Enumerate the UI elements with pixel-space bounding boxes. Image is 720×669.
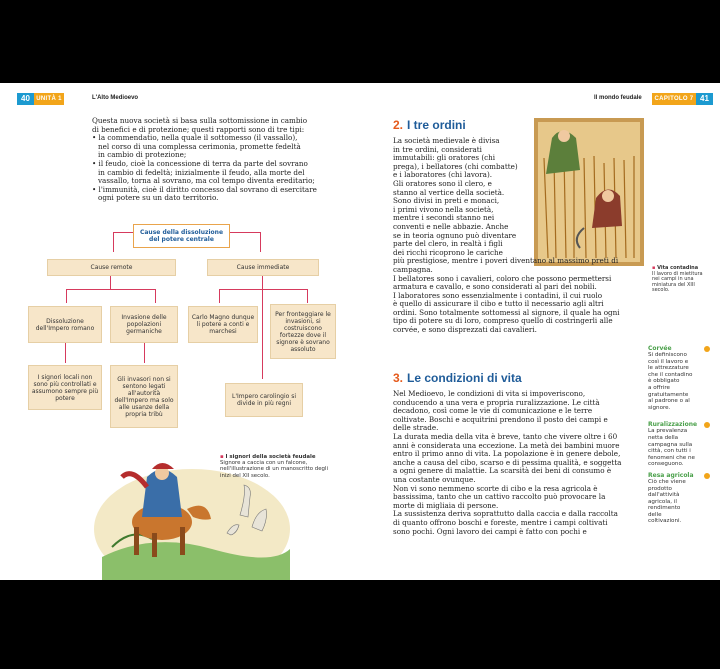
text-line: i primi vivono nella società, [393,204,494,214]
right-chapter-badge: CAPITOLO 7 [652,93,696,105]
left-running-title: L'Alto Medioevo [92,95,139,101]
caption-title: ▪ I signori della società feudale [220,454,316,460]
text-line: e i laboratores (chi lavora). [393,170,493,180]
right-running-title: Il mondo feudale [594,95,642,101]
bullet-line: • l'immunità, cioè il diritto concesso dal sovrano di esercitare [92,184,317,194]
caption-text: Signore a caccia con un falcone, nell'illustrazione di un manoscritto degli inizi del XII secolo. [220,460,328,479]
section-2-text [393,137,643,335]
glossary-term: Ruralizzazione [648,421,698,429]
text-line: Non vi sono nemmeno scorte di cibo e la resa agricola è [393,483,598,493]
diagram-box: Dissoluzione dell'Impero romano [28,306,102,343]
diagram-box: I signori locali non sono più controllati e assumono sempre più potere [28,365,102,410]
text-line: una costante ovunque. [393,474,476,484]
text-line: La società medievale è divisa [393,136,500,145]
text-line: La durata media della vita è breve, tanto che vivere oltre i 60 [393,431,618,441]
bullet-line: nel corso di una complessa cerimonia, promette fedeltà [98,141,301,151]
section-3-heading: 3. Le condizioni di vita [393,371,522,385]
text-line: corvée, e sono disprezzati dai cavalieri. [393,325,537,335]
book-spread [0,83,720,580]
text-line: Sono divisi in preti e monaci, [393,196,500,206]
glossary-term: Resa agricola [648,471,694,479]
text-line: in tre ordini, considerati [393,144,482,154]
text-line: tipo di potere su di loro, compreso quello di costringerli alle [393,316,613,326]
glossary-sidebar [648,345,710,525]
bullet-line: • la commendatio, nella quale il sottomesso (il vassallo), [92,133,298,143]
diagram-box: Carlo Magno dunque li potere a conti e marchesi [188,306,258,343]
left-image-caption [220,454,340,479]
text-line: I laboratores sono essenzialmente i contadini, il cui ruolo [393,290,603,300]
text-line: delle strade. [393,423,439,433]
text-line: sono pochi. Ogni lavoro dei campi è fatto con pochi e [393,526,587,536]
text-line: più prestigiose, mentre i poveri diventano al massimo preti di [393,256,619,266]
diagram-cause-immediate: Cause immediate [207,259,319,276]
bullet-line: ogni potere su un dato territorio. [98,193,219,203]
section-3-text [393,390,643,536]
caption-title: ▪ Vita contadina [652,265,699,271]
diagram-box: Per fronteggiare le invasioni, si costruiscono fortezze dove il signore è sovrano assoluto [270,304,336,359]
page-header [0,93,720,105]
text-line: bassissima, tanto che un cattivo raccolto può provocare la [393,492,606,502]
right-page-number: 41 [696,93,713,105]
text-line: decadono, così come le vie di comunicazione e le terre [393,406,593,416]
bullet-line: • il feudo, cioè la concessione di terra da parte del sovrano [92,158,308,168]
glossary-term: Corvée [648,345,672,352]
diagram-title: Cause della dissoluzione del potere centrale [133,224,230,248]
caption-text: Il lavoro di mietitura nei campi in una miniatura del XIII secolo. [652,270,703,294]
left-unit-badge: UNITÀ 1 [34,93,64,105]
text-line: armatura e cavallo, e sono considerati al pari dei nobili. [393,282,597,292]
left-intro-text [92,117,342,203]
bullet-line: in cambio di fedeltà; inizialmente il feudo, alla morte del [98,167,305,177]
text-line: anni è considerata una eccezione. La metà dei bambini muore [393,440,620,450]
text-line: ordini. Sono totalmente sottomessi al signore, il quale ha ogni [393,307,620,317]
text-line: Nel Medioevo, le condizioni di vita si impoveriscono, [393,389,586,398]
text-line: campagna. [393,264,433,274]
text-line: immutabili: gli oratores (chi [393,153,496,163]
glossary-entry: Resa agricola Ciò che viene prodotto dall'attività agricola, il rendimento delle coltivazioni. [648,472,710,525]
bullet-line: vassallo, torna al sovrano, ma col tempo diventa ereditario; [98,176,315,186]
text-line: è quello di assicurare il cibo e tutto il necessario agli altri [393,299,604,309]
intro-line: Questa nuova società si basa sulla sottomissione in cambio [92,116,308,125]
section-2-heading: 2. I tre ordini [393,118,466,132]
text-line: parte del clero, in realtà i figli [393,239,503,249]
text-line: prega), i bellatores (chi combatte) [393,161,518,171]
text-line: anche a causa del cibo, scarso e di pessima qualità, e soggetta [393,457,622,467]
text-line: dei ricchi ricoprono le cariche [393,247,503,257]
text-line: morte di migliaia di persone. [393,500,499,510]
text-line: se in teoria ognuno può diventare [393,230,517,240]
diagram-box: Invasione delle popolazioni germaniche [110,306,178,343]
text-line: conducendo a una vera e propria ruralizzazione. Le città [393,397,600,407]
bullet-line: in cambio di protezione; [98,150,187,160]
text-line: stanno al vertice della società. [393,187,505,197]
text-line: mentre i secondi stanno nei [393,213,495,223]
text-line: entro il primo anno di vita. La popolazione è in genere debole, [393,449,621,459]
text-line: Gli oratores sono il clero, e [393,178,492,188]
glossary-entry: Corvée Si definiscono così il lavoro e le attrezzature che il contadino è obbligato a offrire gratuitamente al padrone o al signore. [648,345,710,411]
glossary-entry: Ruralizzazione La prevalenza netta della campagna sulla città, con tutti i fenomeni che ne conseguono. [648,421,710,468]
text-line: di quanto offrono boschi e foreste, mentre i campi coltivati [393,517,608,527]
text-line: a ogni genere di malattie. La scarsità dei beni di consumo è [393,466,612,476]
right-image-caption [652,266,707,294]
diagram-box: Gli invasori non si sentono legati all'autorità dell'Impero ma solo alle usanze della propria tribù [110,365,178,428]
diagram-cause-remote: Cause remote [47,259,176,276]
text-line: coltivate. Boschi e acquitrini prendono il posto dei campi e [393,414,608,424]
left-page-number: 40 [17,93,34,105]
text-line: I bellatores sono i cavalieri, coloro che possono permettersi [393,273,612,283]
text-line: conventi e nelle abbazie. Anche [393,221,509,231]
intro-line: di benefici e di protezione; questi rapporti sono di tre tipi: [92,124,305,134]
diagram-box: L'Impero carolingio si divide in più regni [225,383,303,417]
text-line: La sussistenza deriva soprattutto dalla caccia e dalla raccolta [393,509,618,519]
